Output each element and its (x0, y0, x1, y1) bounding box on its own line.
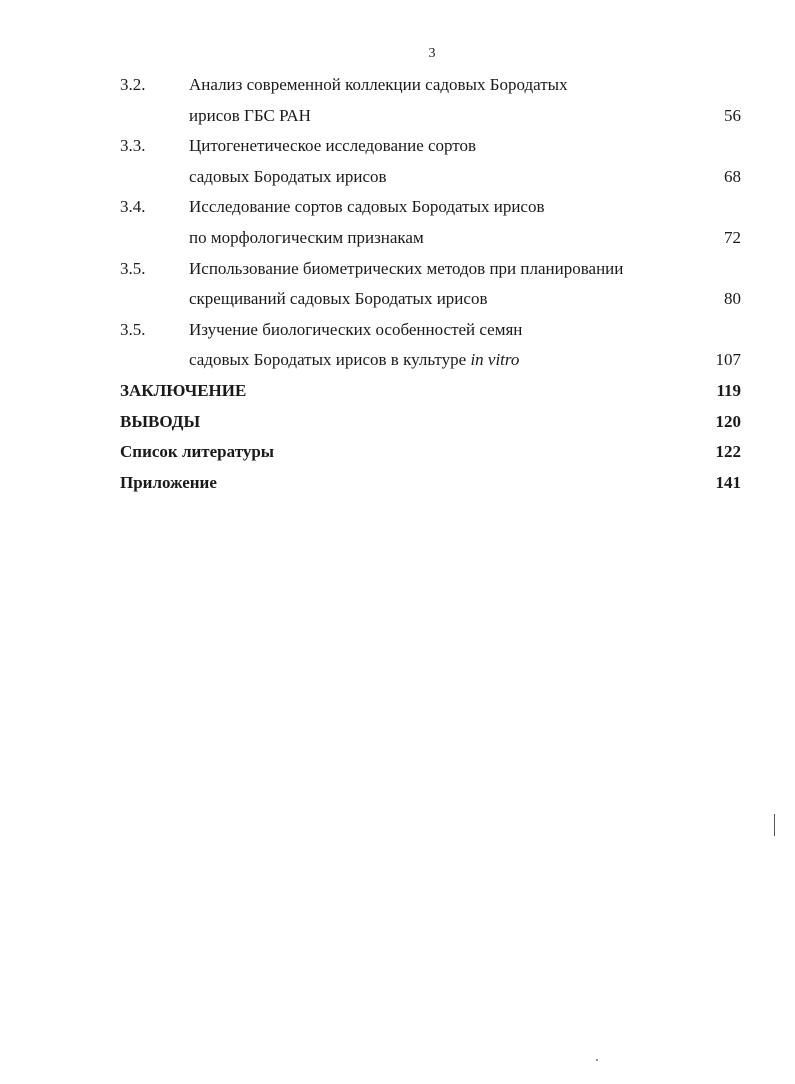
scan-margin-mark (774, 814, 778, 836)
toc-entry-3-5a-line-1 (0, 254, 795, 285)
toc-section-title: ВЫВОДЫ (120, 411, 201, 431)
toc-entry-3-4-line-2 (0, 223, 795, 254)
toc-entry-page: 80 (724, 289, 741, 309)
toc-entry-3-3-line-1 (0, 131, 795, 162)
toc-entry-3-3-line-2 (0, 162, 795, 193)
toc-entry-3-2-line-1 (0, 70, 795, 101)
toc-entry-number: 3.2. (120, 75, 146, 94)
toc-section-title: ЗАКЛЮЧЕНИЕ (120, 380, 247, 400)
toc-entry-title: Анализ современной коллекции садовых Бородатых (189, 75, 568, 94)
toc-entry-3-5b-line-1 (0, 315, 795, 346)
toc-entry-3-2-line-2 (0, 101, 795, 132)
toc-entry-title-continued: скрещиваний садовых Бородатых ирисов (189, 289, 488, 309)
toc-entry-3-4-line-1 (0, 192, 795, 223)
toc-section-page: 120 (715, 411, 741, 431)
toc-entry-number: 3.5. (120, 258, 146, 278)
toc-section-page: 119 (716, 380, 741, 400)
toc-entry-title: Использование биометрических методов при планировании (189, 258, 624, 278)
toc-section-findings (0, 407, 795, 438)
toc-entry-title: Цитогенетическое исследование сортов (189, 136, 477, 156)
toc-entry-3-5b-line-2 (0, 345, 795, 376)
toc-section-appendix (0, 468, 795, 499)
toc-section-page: 122 (715, 442, 741, 462)
scan-speck (596, 1059, 598, 1061)
toc-entry-3-5a-line-2 (0, 284, 795, 315)
toc-entry-title-continued: по морфологическим признакам (189, 227, 424, 247)
toc-entry-page: 56 (724, 105, 741, 125)
toc-entry-title: Исследование сортов садовых Бородатых ирисов (189, 197, 545, 217)
toc-entry-number: 3.5. (120, 319, 146, 339)
toc-entry-title-text: садовых Бородатых ирисов в культуре (189, 350, 471, 370)
toc-entry-number: 3.4. (120, 197, 146, 217)
toc-entry-title: Изучение биологических особенностей семян (189, 319, 523, 339)
toc-entry-page: 72 (724, 227, 741, 247)
toc-section-conclusion (0, 376, 795, 407)
toc-entry-title-continued: ирисов ГБС РАН (189, 105, 311, 125)
toc-section-references (0, 437, 795, 468)
toc-entry-number: 3.3. (120, 136, 146, 156)
toc-entry-title-continued (189, 345, 519, 376)
toc-entry-page: 68 (724, 166, 741, 186)
toc-entry-page: 107 (715, 350, 741, 370)
toc-entry-title-continued: садовых Бородатых ирисов (189, 166, 387, 186)
toc-section-title: Список литературы (120, 442, 275, 462)
toc-section-title: Приложение (120, 472, 217, 492)
page-number: 3 (428, 46, 436, 61)
toc-entry-title-italic: in vitro (470, 350, 520, 370)
toc-section-page: 141 (715, 472, 741, 492)
table-of-contents (0, 70, 795, 498)
